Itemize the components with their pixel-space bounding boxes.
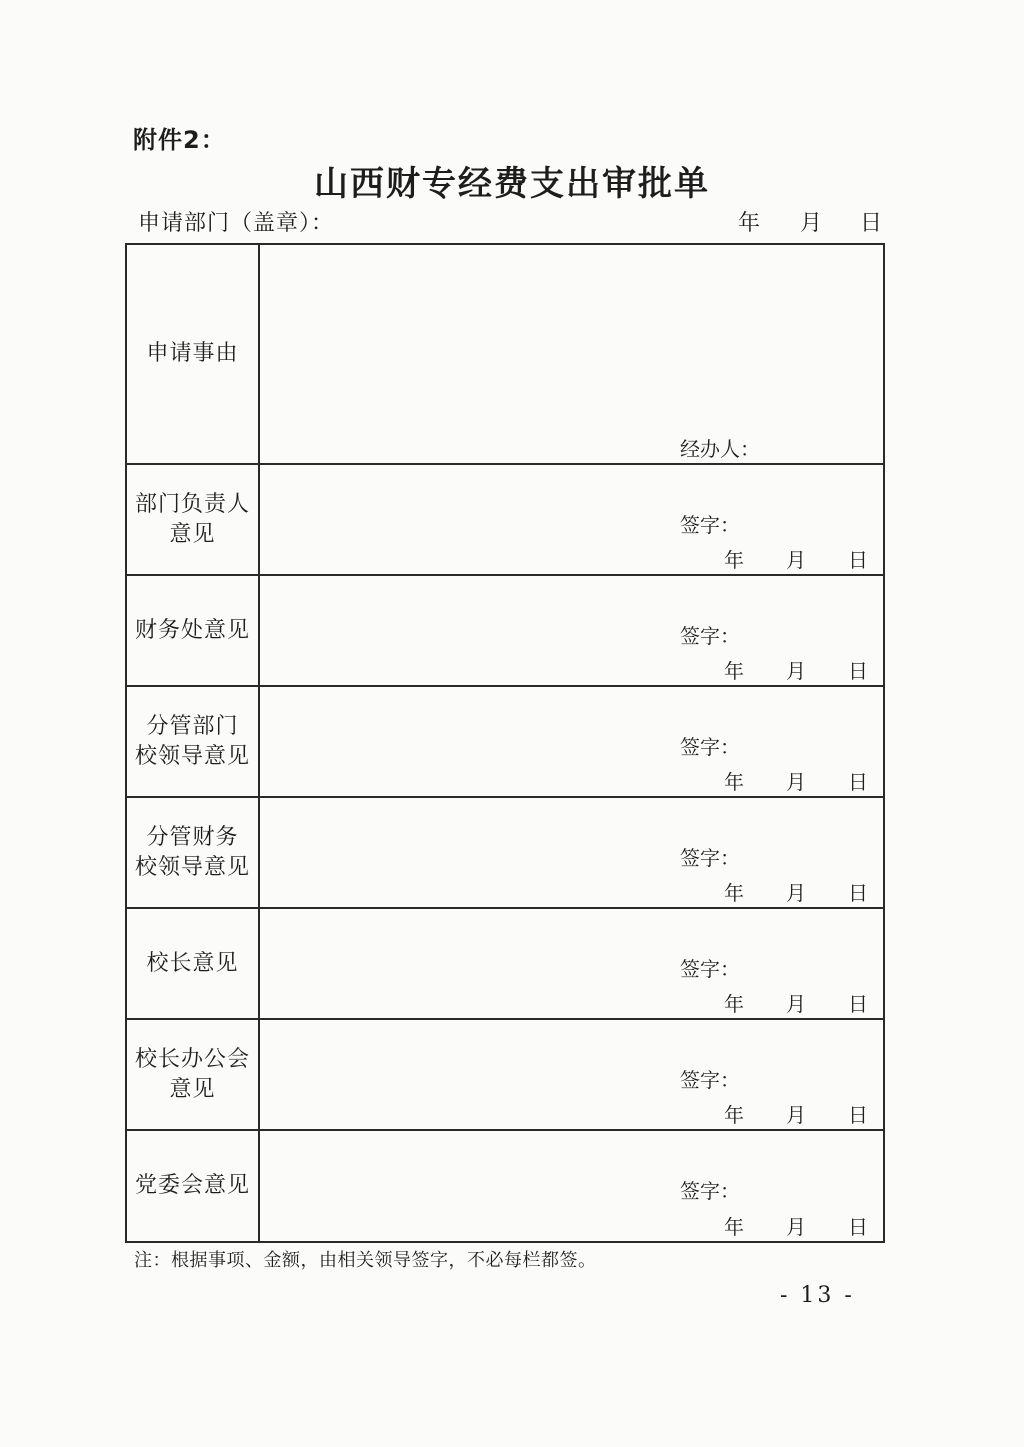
date-month: 月 xyxy=(786,992,806,1016)
header-month: 月 xyxy=(800,211,823,236)
header-year: 年 xyxy=(738,211,761,236)
date-month: 月 xyxy=(786,659,806,683)
sign-label: 签字： xyxy=(680,1179,740,1203)
sign-label: 签字： xyxy=(680,957,740,981)
date-month: 月 xyxy=(786,548,806,572)
opinion-cell[interactable] xyxy=(259,575,884,686)
row-label-line: 党委会意见 xyxy=(134,1173,250,1198)
date-year: 年 xyxy=(724,992,744,1016)
page-title: 山西财专经费支出审批单 xyxy=(314,164,710,204)
opinion-cell[interactable] xyxy=(259,464,884,575)
handler-label: 经办人： xyxy=(680,437,760,461)
table-row-finance-leader xyxy=(126,797,884,908)
header-day: 日 xyxy=(860,211,883,236)
date-month: 月 xyxy=(786,1215,806,1239)
approval-table xyxy=(125,243,885,1243)
opinion-cell[interactable] xyxy=(259,797,884,908)
row-label-line: 意见 xyxy=(169,1076,216,1102)
date-day: 日 xyxy=(848,1103,868,1127)
attachment-label: 附件2： xyxy=(133,126,226,154)
date-day: 日 xyxy=(848,659,868,683)
row-label-line: 部门负责人 xyxy=(134,491,250,517)
footnote: 注：根据事项、金额，由相关领导签字，不必每栏都签。 xyxy=(134,1250,597,1271)
table-row-finance xyxy=(126,575,884,686)
row-label-line: 财务处意见 xyxy=(134,617,250,643)
page-number: - 13 - xyxy=(780,1283,855,1308)
dept-label: 申请部门（盖章）： xyxy=(138,211,335,236)
row-label-line: 意见 xyxy=(169,521,216,547)
date-day: 日 xyxy=(848,770,868,794)
row-label-line: 校领导意见 xyxy=(134,854,250,880)
table-row-reason xyxy=(126,244,884,464)
date-month: 月 xyxy=(786,1103,806,1127)
sign-label: 签字： xyxy=(680,513,740,537)
table-row-dept-leader xyxy=(126,686,884,797)
row-label-line: 校长意见 xyxy=(146,950,239,976)
date-year: 年 xyxy=(724,1103,744,1127)
date-year: 年 xyxy=(724,881,744,905)
row-label-dept-head xyxy=(126,464,259,575)
row-label-president xyxy=(126,908,259,1019)
date-day: 日 xyxy=(848,881,868,905)
row-label-line: 申请事由 xyxy=(146,341,239,366)
row-label-line: 校长办公会 xyxy=(134,1046,250,1072)
date-day: 日 xyxy=(848,992,868,1016)
row-label-line: 分管部门 xyxy=(146,713,239,739)
sign-label: 签字： xyxy=(680,846,740,870)
table-row-president-office xyxy=(126,1019,884,1130)
sign-label: 签字： xyxy=(680,1068,740,1092)
opinion-cell[interactable] xyxy=(259,1130,884,1242)
date-day: 日 xyxy=(848,548,868,572)
opinion-cell[interactable] xyxy=(259,686,884,797)
sign-label: 签字： xyxy=(680,735,740,759)
table-row-dept-head xyxy=(126,464,884,575)
date-month: 月 xyxy=(786,770,806,794)
date-year: 年 xyxy=(724,659,744,683)
row-label-dept-leader xyxy=(126,686,259,797)
opinion-cell[interactable] xyxy=(259,908,884,1019)
opinion-cell[interactable] xyxy=(259,1019,884,1130)
date-year: 年 xyxy=(724,548,744,572)
sign-label: 签字： xyxy=(680,624,740,648)
row-label-finance-leader xyxy=(126,797,259,908)
row-label-reason xyxy=(126,244,259,464)
row-label-president-office xyxy=(126,1019,259,1130)
date-month: 月 xyxy=(786,881,806,905)
row-label-line: 校领导意见 xyxy=(134,743,250,769)
date-year: 年 xyxy=(724,1215,744,1239)
table-row-party-committee xyxy=(126,1130,884,1242)
row-label-finance xyxy=(126,575,259,686)
row-label-party-committee xyxy=(126,1130,259,1242)
table-row-president xyxy=(126,908,884,1019)
date-year: 年 xyxy=(724,770,744,794)
reason-content-cell[interactable] xyxy=(259,244,884,464)
row-label-line: 分管财务 xyxy=(146,824,239,850)
date-day: 日 xyxy=(848,1215,868,1239)
